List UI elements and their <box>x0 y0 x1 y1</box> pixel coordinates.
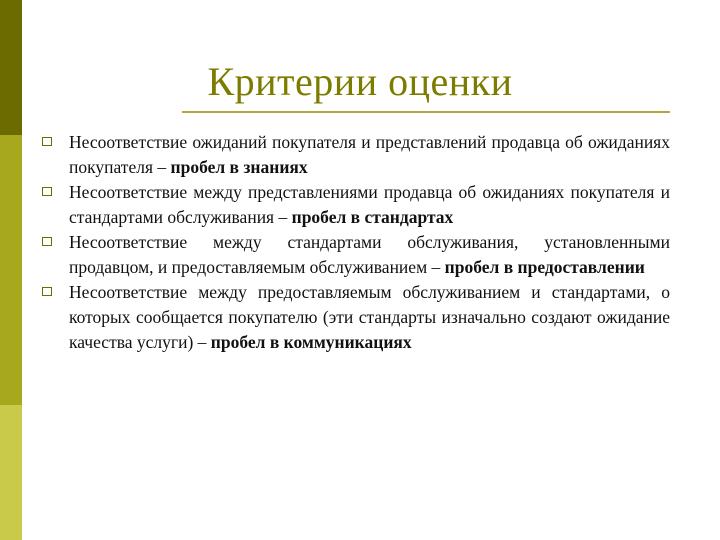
list-item <box>42 130 670 180</box>
item-emphasis: пробел в предоставлении <box>444 257 645 277</box>
title-underline <box>182 111 670 113</box>
item-emphasis: пробел в коммуникациях <box>210 332 412 352</box>
hollow-square-icon <box>42 187 52 196</box>
list-item <box>42 280 670 355</box>
decorative-side-bar <box>0 0 22 540</box>
slide-title: Критерии оценки <box>207 59 513 104</box>
list-item-text <box>69 180 670 230</box>
side-bar-segment <box>0 0 22 135</box>
item-body: Несоответствие между стандартами обслуживания, установленными продавцом, и предоставляемым обслуживанием – <box>69 232 670 277</box>
list-item-text <box>69 280 670 355</box>
bullet-list <box>42 130 670 355</box>
hollow-square-icon <box>42 287 52 296</box>
item-emphasis: пробел в знаниях <box>170 157 308 177</box>
item-body: Несоответствие между предоставляемым обслуживанием и стандартами, о которых сообщается покупателю (эти стандарты изначально создают ожидание качества услуги) – <box>69 282 670 352</box>
item-emphasis: пробел в стандартах <box>291 207 454 227</box>
list-item <box>42 230 670 280</box>
list-item-text <box>69 230 670 280</box>
hollow-square-icon <box>42 237 52 246</box>
side-bar-segment <box>0 135 22 270</box>
hollow-square-icon <box>42 137 52 146</box>
item-body: Несоответствие ожиданий покупателя и представлений продавца об ожиданиях покупателя – <box>69 132 670 177</box>
side-bar-segment <box>0 270 22 405</box>
list-item <box>42 180 670 230</box>
side-bar-segment <box>0 405 22 540</box>
list-item-text <box>69 130 670 180</box>
item-body: Несоответствие между представлениями продавца об ожиданиях покупателя и стандартами обслуживания – <box>69 182 670 227</box>
